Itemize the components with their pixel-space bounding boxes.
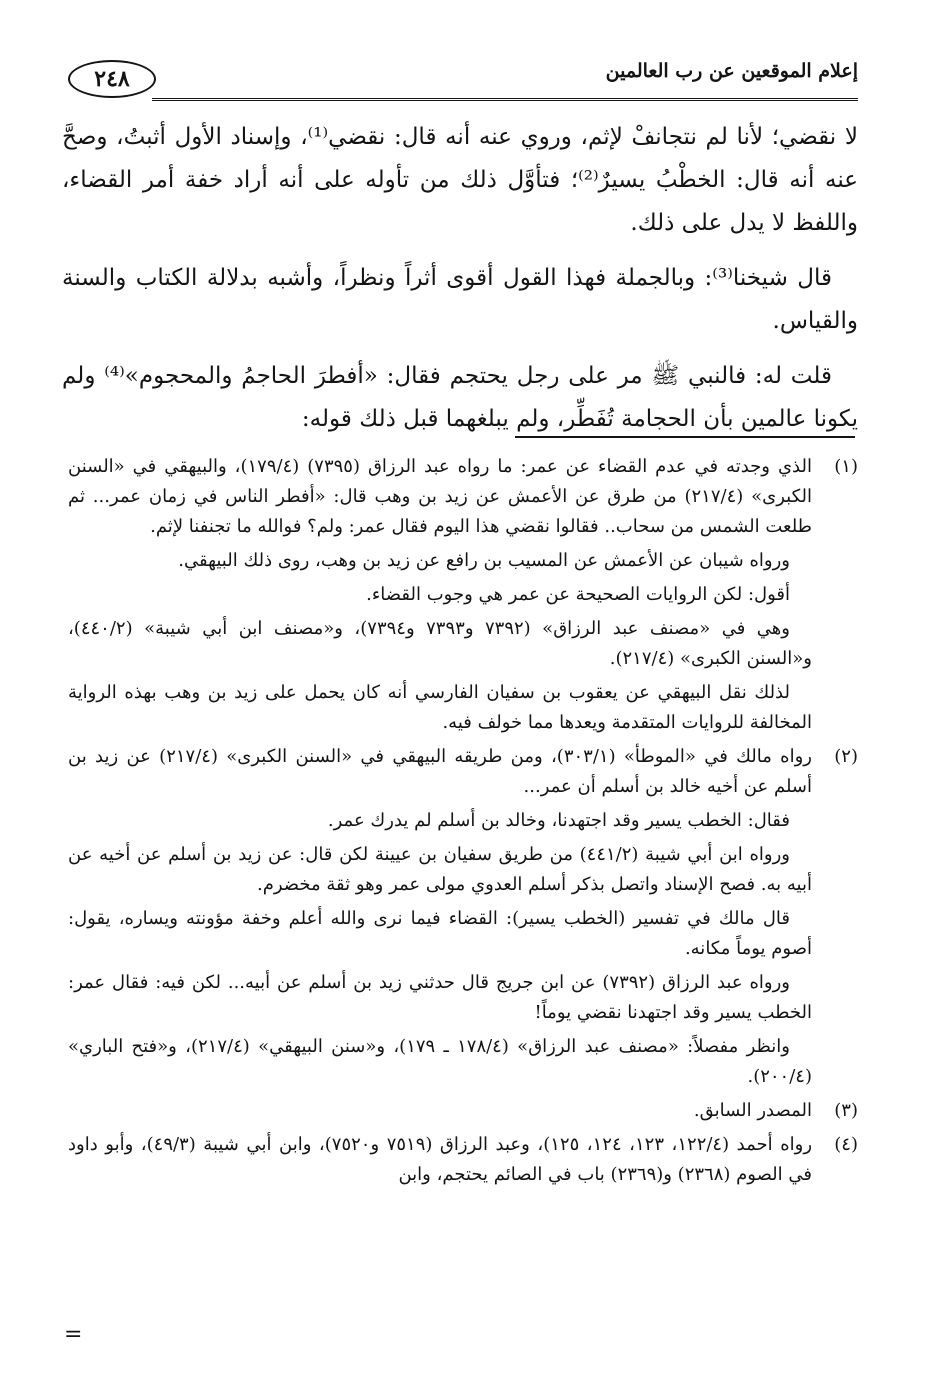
footnote-body — [68, 1096, 812, 1130]
footnote-paragraph: أقول: لكن الروايات الصحيحة عن عمر هي وجوب القضاء. — [366, 584, 790, 605]
footnote-body — [68, 1130, 812, 1194]
footnote-paragraph: ورواه ابن أبي شيبة (٤٤١/٢) من طريق سفيان بن عيينة لكن قال: عن زيد بن أسلم عن أخيه عن أبيه به. فصح الإسناد واتصل بذكر أسلم العدوي مولى عمر وهو ثقة مخضرم. — [68, 844, 812, 895]
footnote-1 — [68, 452, 858, 742]
footnote-2 — [68, 742, 858, 1096]
header-divider — [152, 98, 858, 101]
footnote-paragraph: وانظر مفصلاً: «مصنف عبد الرزاق» (١٧٨/٤ ـ ١٧٩)، و«سنن البيهقي» (٢١٧/٤)، و«فتح الباري» (٢٠٠/٤). — [68, 1036, 812, 1087]
footnote-number: (١) — [834, 456, 858, 477]
footnote-paragraph: ورواه عبد الرزاق (٧٣٩٢) عن ابن جريج قال حدثني زيد بن أسلم عن أبيه... لكن فيه: فقال عمر: الخطب يسير وقد اجتهدنا نقضي يوماً! — [68, 972, 812, 1023]
footnotes — [68, 452, 858, 1194]
body-paragraph: لا نقضي؛ لأنا لم نتجانفْ لإثم، وروي عنه أنه قال: نقضي⁽¹⁾، وإسناد الأول أثبتُ، وصحَّ عنه أنه قال: الخطْبُ يسيرٌ⁽²⁾؛ فتأوَّل ذلك من تأوله على أنه أراد خفة أمر القضاء، واللفظ لا يدل على ذلك. — [62, 124, 858, 236]
footnote-body — [68, 742, 812, 1096]
footnote-number: (٣) — [834, 1100, 858, 1121]
footnote-number: (٢) — [834, 746, 858, 767]
footnote-paragraph: وهي في «مصنف عبد الرزاق» (٧٣٩٢ و٧٣٩٣ و٧٣٩٤)، و«مصنف ابن أبي شيبة» (٤٤٠/٢)، و«السنن الكبرى» (٢١٧/٤). — [68, 618, 812, 669]
page-number: ٢٤٨ — [68, 60, 156, 98]
running-header — [68, 52, 858, 102]
main-text — [62, 116, 858, 453]
footnote-paragraph: رواه أحمد (١٢٢/٤، ١٢٣، ١٢٤، ١٢٥)، وعبد الرزاق (٧٥١٩ و٧٥٢٠)، وابن أبي شيبة (٤٩/٣)، وأبو داود في الصوم (٢٣٦٨) و(٢٣٦٩) باب في الصائم يحتجم، وابن — [68, 1134, 813, 1185]
footnote-paragraph: لذلك نقل البيهقي عن يعقوب بن سفيان الفارسي أنه كان يحمل على زيد بن وهب بهذه الرواية المخالفة للروايات المتقدمة ويعدها مما خولف فيه. — [68, 682, 812, 733]
footnote-number: (٤) — [834, 1134, 858, 1155]
footnote-4 — [68, 1130, 858, 1194]
footnote-divider — [515, 436, 855, 438]
footnote-paragraph: ورواه شيبان عن الأعمش عن المسيب بن رافع عن زيد بن وهب، روى ذلك البيهقي. — [178, 550, 790, 571]
book-title: إعلام الموقعين عن رب العالمين — [605, 60, 858, 82]
continuation-mark: = — [64, 1322, 83, 1347]
body-paragraph: قلت له: فالنبي ﷺ مر على رجل يحتجم فقال: «أفطرَ الحاجمُ والمحجوم»⁽⁴⁾ ولم يكونا عالمين بأن الحجامة تُفَطِّر، ولم يبلغهما قبل ذلك قوله: — [62, 363, 858, 432]
body-paragraph: قال شيخنا⁽³⁾: وبالجملة فهذا القول أقوى أثراً ونظراً، وأشبه بدلالة الكتاب والسنة والقياس. — [62, 265, 858, 334]
footnote-3 — [68, 1096, 858, 1130]
footnote-body — [68, 452, 812, 742]
footnote-paragraph: المصدر السابق. — [693, 1100, 812, 1121]
footnote-paragraph: الذي وجدته في عدم القضاء عن عمر: ما رواه عبد الرزاق (٧٣٩٥) (١٧٩/٤)، والبيهقي في «السنن الكبرى» (٢١٧/٤) من طرق عن الأعمش عن زيد بن وهب قال: «أفطر الناس في زمان عمر... ثم طلعت الشمس من سحاب.. فقالوا نقضي هذا اليوم فقال عمر: ولم؟ فوالله ما تجنفنا لإثم. — [68, 456, 812, 537]
footnote-paragraph: فقال: الخطب يسير وقد اجتهدنا، وخالد بن أسلم لم يدرك عمر. — [327, 810, 790, 831]
footnote-paragraph: قال مالك في تفسير (الخطب يسير): القضاء فيما نرى والله أعلم وخفة مؤونته ويساره، يقول: أصوم يوماً مكانه. — [68, 908, 812, 959]
footnote-paragraph: رواه مالك في «الموطأ» (٣٠٣/١)، ومن طريقه البيهقي في «السنن الكبرى» (٢١٧/٤) عن زيد بن أسلم عن أخيه خالد بن أسلم أن عمر... — [68, 746, 813, 797]
